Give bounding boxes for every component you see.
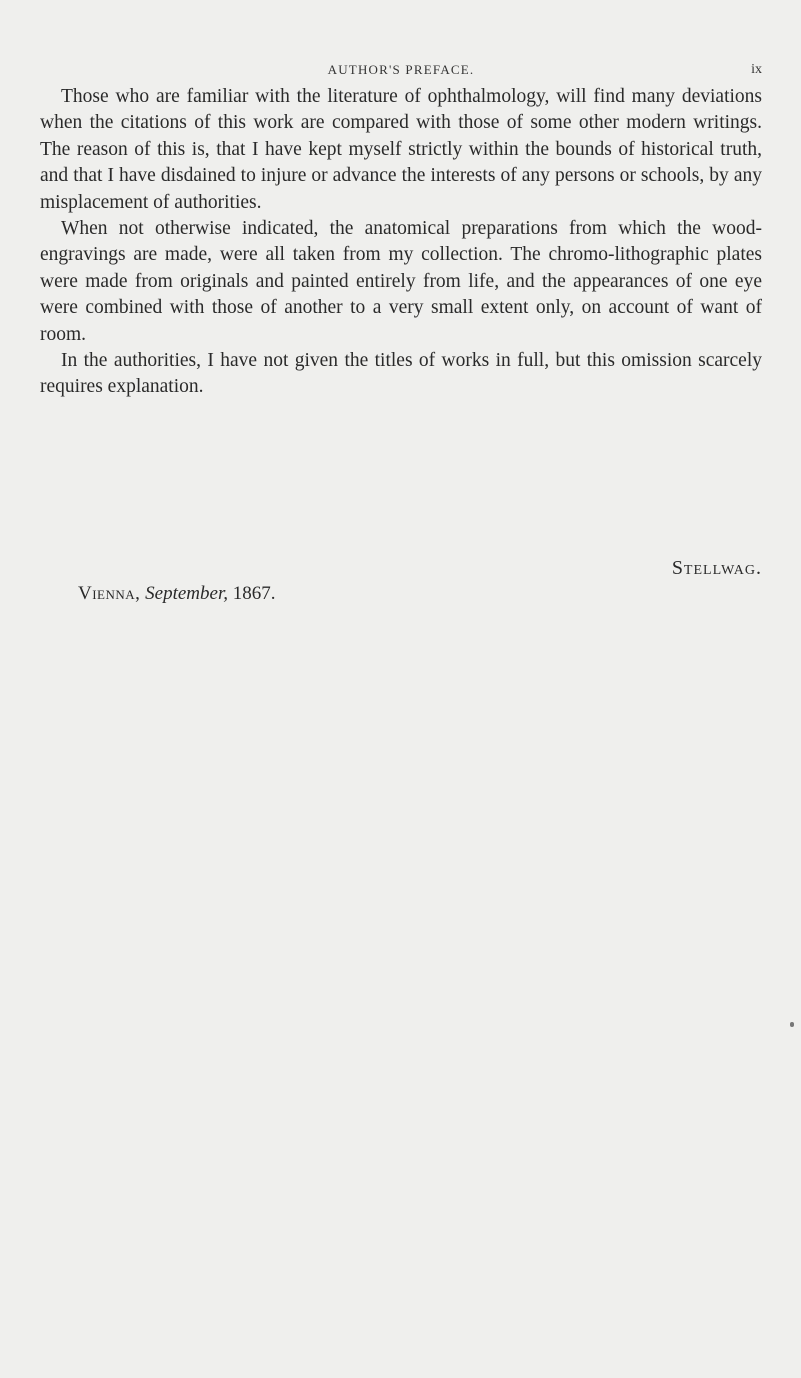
paragraph-authorities: In the authorities, I have not given the titles of works in full, but this omission scarcely requires explanation.	[40, 350, 762, 398]
paragraph-citations: Those who are familiar with the literature of ophthalmology, will find many deviations when the citations of this work are compared with those of some other modern writings. The reason of this is, that I have kept myself strictly within the bounds of historical truth, and that I have disdained to injure or advance the interests of any persons or schools, by any misplacement of authorities.	[40, 86, 762, 213]
author-signature: Stellwag.	[671, 557, 762, 579]
signature-block	[40, 556, 762, 606]
page-number: ix	[751, 62, 762, 77]
dateline-place: Vienna,	[78, 583, 141, 604]
running-head-title: AUTHOR'S PREFACE.	[327, 62, 475, 77]
running-head	[40, 62, 762, 82]
paragraph-preparations: When not otherwise indicated, the anatomical preparations from which the wood-engravings are made, were all taken from my collection. The chromo-lithographic plates were made from originals and painted entirely from life, and the appearances of one eye were combined with those of another to a very small extent only, on account of want of room.	[40, 218, 762, 345]
preface-body	[40, 84, 762, 401]
dateline-year: 1867.	[232, 583, 276, 604]
paper-speck	[790, 1022, 794, 1027]
dateline-month: September,	[145, 583, 228, 604]
dateline	[40, 582, 762, 606]
